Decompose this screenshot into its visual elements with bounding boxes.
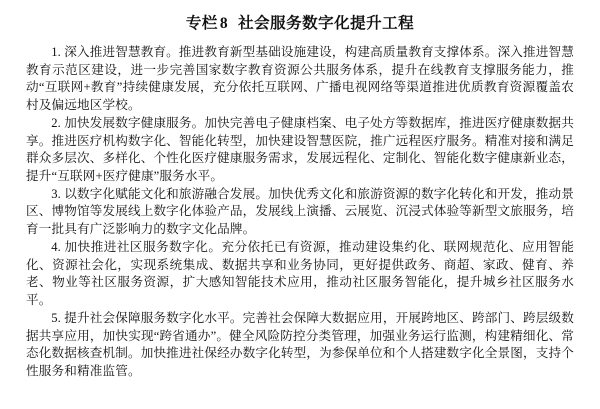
paragraph-4: 4. 加快推进社区服务数字化。充分依托已有资源，推动建设集约化、联网规范化、应用智能化、资源社会化，实现系统集成、数据共享和业务协同，更好提供政务、商超、家政、健育、养老、物业等社区服务资源，扩大感知智能技术应用，推动社区服务智能化，提升城乡社区服务水平。 bbox=[26, 240, 574, 307]
paragraph-2: 2. 加快发展数字健康服务。加快完善电子健康档案、电子处方等数据库，推进医疗健康数据共享。推进医疗机构数字化、智能化转型，加快建设智慧医院，推广远程医疗服务。精准对接和满足群众多层次、多样化、个性化医疗健康服务需求，发展远程化、定制化、智能化数字健康新业态，提升“互联网+医疗健康”服务水平。 bbox=[26, 116, 574, 183]
title-number: 8 bbox=[219, 15, 229, 32]
document-body bbox=[26, 44, 574, 380]
paragraph-3: 3. 以数字化赋能文化和旅游融合发展。加快优秀文化和旅游资源的数字化转化和开发，推动景区、博物馆等发展线上数字化体验产品，发展线上演播、云展览、沉浸式体验等新型文旅服务，培育一批具有广泛影响力的数字文化品牌。 bbox=[26, 186, 574, 237]
paragraph-5: 5. 提升社会保障服务数字化水平。完善社会保障大数据应用，开展跨地区、跨部门、跨层级数据共享应用，加快实现“跨省通办”。健全风险防控分类管理，加强业务运行监测，构建精细化、常态化数据核查机制。加快推进社保经办数字化转型，为参保单位和个人搭建数字化全景图，支持个性服务和精准监管。 bbox=[26, 311, 574, 378]
title-main: 社会服务数字化提升工程 bbox=[238, 15, 415, 32]
page-title bbox=[26, 14, 574, 34]
paragraph-1: 1. 深入推进智慧教育。推进教育新型基础设施建设，构建高质量教育支撑体系。深入推进智慧教育示范区建设，进一步完善国家数字教育资源公共服务体系，提升在线教育支撑服务能力，推动“互联网+教育”持续健康发展，充分依托互联网、广播电视网络等渠道推进优质教育资源覆盖农村及偏远地区学校。 bbox=[26, 45, 574, 112]
title-prefix: 专栏 bbox=[185, 15, 218, 32]
